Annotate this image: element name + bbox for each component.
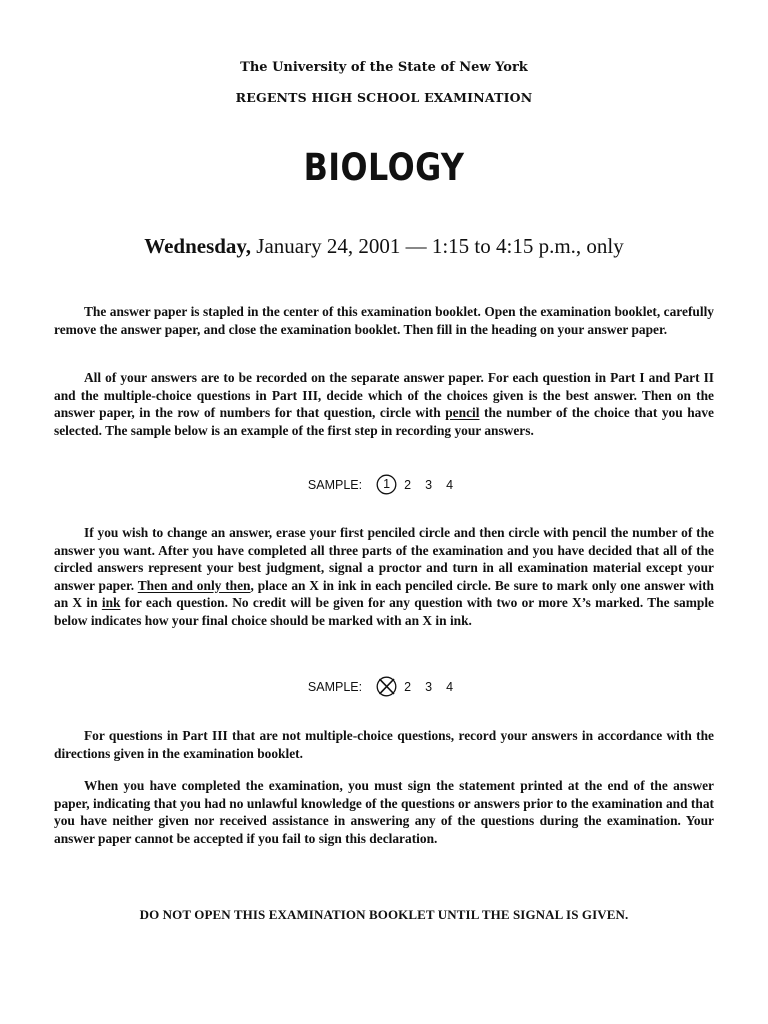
sample-label: SAMPLE: bbox=[307, 477, 363, 492]
choice-option: 4 bbox=[446, 679, 454, 694]
x-marked-choice bbox=[376, 676, 397, 697]
exam-name: REGENTS HIGH SCHOOL EXAMINATION bbox=[235, 90, 533, 105]
sample-circled-answer bbox=[0, 474, 768, 495]
paragraph-2-text-b: the number of the choice that you have selected. The sample below is an example of the first step in recording your answers. bbox=[54, 405, 714, 438]
instruction-paragraph-5: When you have completed the examination, you must sign the statement printed at the end of the answer paper, indicating that you had no unlawful knowledge of the questions or answers prior to the examination and that you have neither given nor received assistance in answering any of the questions during the examination. Your answer paper cannot be accepted if you fail to sign this declaration. bbox=[54, 778, 714, 846]
choice-option: 4 bbox=[446, 477, 454, 492]
exam-date bbox=[0, 234, 768, 259]
subject-title: BIOLOGY bbox=[303, 146, 465, 189]
choice-option: 2 bbox=[404, 477, 412, 492]
choice-option: 3 bbox=[425, 477, 433, 492]
circled-number: 1 bbox=[383, 477, 391, 491]
paragraph-3-text-b: , place an X in ink in each penciled circle. Be sure to mark only one answer with an X in bbox=[54, 577, 715, 610]
instruction-paragraph-1: The answer paper is stapled in the center of this examination booklet. Open the examination booklet, carefully remove the answer paper, and close the examination booklet. Then fill in the heading on your answer paper. bbox=[54, 304, 714, 337]
sample-x-marked-answer bbox=[0, 676, 768, 697]
paragraph-2-text-a: All of your answers are to be recorded on the separate answer paper. For each question in Part I and Part II and the multiple-choice questions in Part III, decide which of the choices given is the best answer. Then on the answer paper, in the row of numbers for that question, circle with bbox=[54, 370, 714, 420]
underlined-pencil: pencil bbox=[445, 405, 480, 420]
instruction-paragraph-4: For questions in Part III that are not multiple-choice questions, record your answers in accordance with the directions given in the examination booklet. bbox=[54, 728, 714, 761]
do-not-open-notice: DO NOT OPEN THIS EXAMINATION BOOKLET UNTIL THE SIGNAL IS GIVEN. bbox=[139, 907, 629, 922]
exam-date-time: January 24, 2001 — 1:15 to 4:15 p.m., only bbox=[251, 234, 624, 258]
underlined-ink: ink bbox=[101, 595, 121, 610]
circled-choice bbox=[376, 474, 397, 495]
exam-day: Wednesday, bbox=[144, 234, 252, 258]
instruction-paragraph-2 bbox=[54, 369, 714, 439]
circled-x-icon bbox=[376, 676, 397, 697]
choice-option: 3 bbox=[425, 679, 433, 694]
sample-label: SAMPLE: bbox=[307, 679, 363, 694]
paragraph-3-text-a: If you wish to change an answer, erase your first penciled circle and then circle with pencil the number of the answer you want. After you have completed all three parts of the examination and you have decided that all of the circled answers represent your best judgment, signal a proctor and turn in all examination material except your answer paper. bbox=[54, 525, 714, 593]
university-name: The University of the State of New York bbox=[240, 60, 528, 75]
instruction-paragraph-3 bbox=[54, 524, 714, 629]
underlined-then-and-only-then: Then and only then bbox=[137, 577, 251, 593]
paragraph-3-text-c: for each question. No credit will be given for any question with two or more X’s marked. The sample below indicates how your final choice should be marked with an X in ink. bbox=[54, 595, 714, 628]
choice-option: 2 bbox=[404, 679, 412, 694]
